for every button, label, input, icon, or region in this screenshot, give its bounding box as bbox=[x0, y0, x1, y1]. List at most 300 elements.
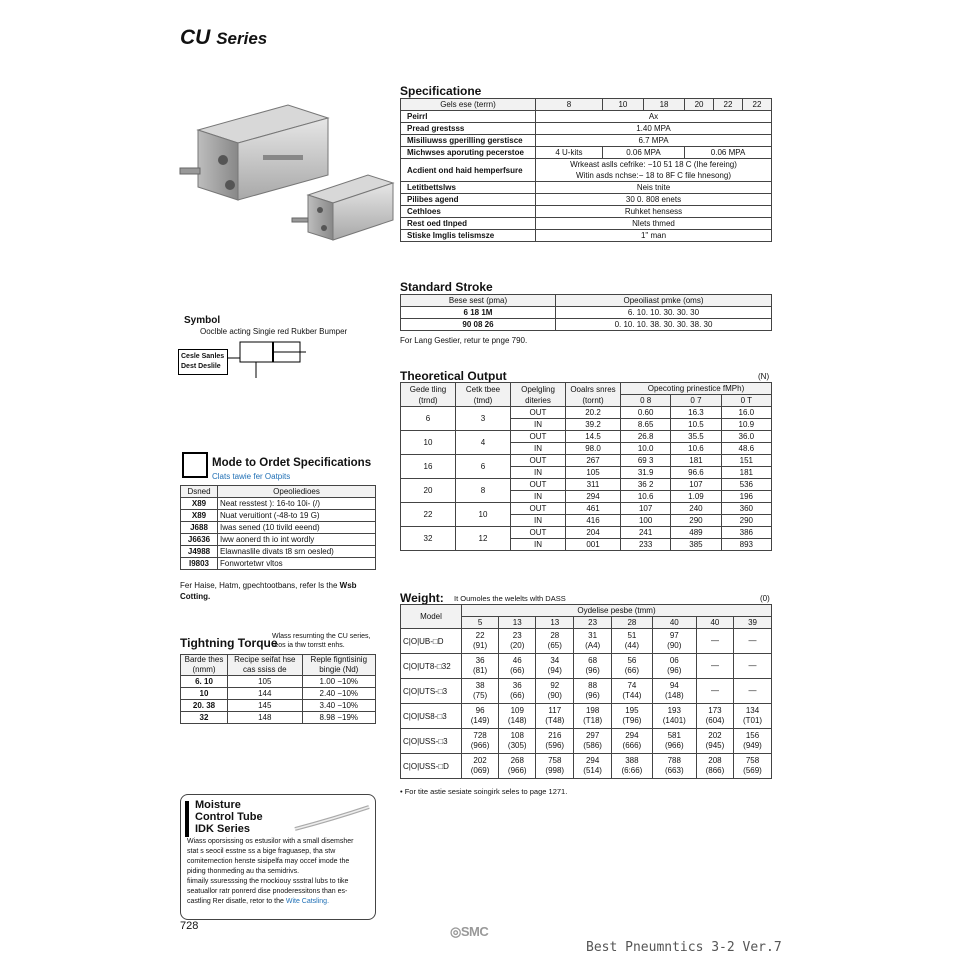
output-value: 16.0 bbox=[721, 407, 771, 419]
order-table-body bbox=[181, 498, 376, 570]
weight-value: 581 bbox=[667, 731, 681, 740]
weight-cell bbox=[612, 629, 653, 654]
weight-value: 117 bbox=[548, 706, 562, 715]
weight-value: 134 bbox=[745, 706, 760, 715]
weight-cell bbox=[499, 704, 536, 729]
spec-title: Specificatione bbox=[400, 84, 482, 98]
weight-cell bbox=[696, 629, 733, 654]
output-rod: 8 bbox=[456, 479, 511, 503]
weight-bore: 13 bbox=[536, 617, 574, 629]
weight-value-alt: (96) bbox=[585, 691, 600, 700]
weight-cell bbox=[612, 754, 653, 779]
output-value: 386 bbox=[721, 527, 771, 539]
output-bore: 20 bbox=[401, 479, 456, 503]
spec-header-size: 10 bbox=[602, 99, 643, 111]
weight-value: 388 bbox=[625, 756, 639, 765]
weight-value-alt: (A4) bbox=[585, 641, 601, 650]
output-row bbox=[401, 455, 772, 467]
stroke-table-body bbox=[401, 307, 772, 331]
torque-value: 1.00 −10% bbox=[302, 676, 375, 688]
weight-cell bbox=[462, 654, 499, 679]
order-note-link[interactable]: Wsb Cotting. bbox=[180, 581, 357, 601]
weight-header-model: Model bbox=[401, 605, 462, 629]
page-number: 728 bbox=[180, 920, 199, 932]
output-value: 311 bbox=[566, 479, 621, 491]
weight-value-alt: (305) bbox=[507, 741, 527, 750]
spec-row-value-line: Wrkeast aslls cefrike: −10 51 18 C (Ihe fereing) bbox=[570, 160, 737, 169]
output-row bbox=[401, 527, 772, 539]
smc-logo-mark: ◎ bbox=[450, 924, 461, 939]
weight-value: 94 bbox=[669, 681, 679, 690]
weight-cell bbox=[652, 654, 696, 679]
weight-value-alt: (663) bbox=[664, 766, 684, 775]
torque-row bbox=[181, 712, 376, 724]
weight-value: — bbox=[710, 661, 719, 670]
output-value: 893 bbox=[721, 539, 771, 551]
weight-model: C|O|USS-□D bbox=[401, 754, 462, 779]
weight-model: C|O|UTS-□3 bbox=[401, 679, 462, 704]
spec-row-value: 30 0. 808 enets bbox=[536, 194, 772, 206]
torque-side-note: Wlass resurnting the CU series, reos ia thw torrstt enhs. bbox=[272, 633, 371, 649]
torque-header-torque: Reple figntisinig bingie (Nd) bbox=[302, 655, 375, 676]
weight-value-alt: (596) bbox=[545, 741, 565, 750]
weight-value-alt: (945) bbox=[705, 741, 725, 750]
weight-value: 06 bbox=[669, 656, 679, 665]
output-rod: 12 bbox=[456, 527, 511, 551]
spec-row-value: Ruhket hensess bbox=[536, 206, 772, 218]
moisture-body-line: seatuallor ratr ponrerd dise pnoderessitons than es- bbox=[187, 888, 348, 895]
output-value: 20.2 bbox=[566, 407, 621, 419]
output-value: 26.8 bbox=[621, 431, 671, 443]
weight-unit: (0) bbox=[760, 594, 770, 603]
weight-value-alt: (514) bbox=[583, 766, 602, 775]
weight-model: C|O|UB-□D bbox=[401, 629, 462, 654]
spec-row bbox=[401, 194, 772, 206]
weight-cell bbox=[734, 679, 772, 704]
output-value: 536 bbox=[721, 479, 771, 491]
torque-header-width: Recipe seifat hse cas ssiss de bbox=[228, 655, 303, 676]
output-bore: 16 bbox=[401, 455, 456, 479]
weight-cell bbox=[652, 679, 696, 704]
weight-table-body bbox=[401, 629, 772, 779]
spec-header-size: 22 bbox=[714, 99, 743, 111]
spec-table-body bbox=[401, 111, 772, 242]
weight-value-alt: (66) bbox=[510, 666, 525, 675]
weight-value: 56 bbox=[627, 656, 637, 665]
spec-row-label: Stiske Imglis telismsze bbox=[401, 230, 536, 242]
spec-row-value: 0.06 MPA bbox=[602, 147, 684, 159]
weight-cell bbox=[612, 654, 653, 679]
moisture-body-line-text: castling Rer disatle, retor to the bbox=[187, 898, 284, 905]
output-value: 489 bbox=[671, 527, 721, 539]
weight-value-alt: (66) bbox=[624, 666, 639, 675]
output-value: 31.9 bbox=[621, 467, 671, 479]
weight-cell bbox=[574, 704, 612, 729]
output-value: 10.5 bbox=[671, 419, 721, 431]
weight-value: 92 bbox=[550, 681, 560, 690]
output-value: 267 bbox=[566, 455, 621, 467]
weight-value-alt: (T48) bbox=[545, 716, 565, 725]
order-header-code: Dsned bbox=[181, 486, 218, 498]
weight-cell bbox=[536, 729, 574, 754]
torque-width: 105 bbox=[228, 676, 303, 688]
spec-row-label: Pread grestsss bbox=[401, 123, 536, 135]
spec-row bbox=[401, 182, 772, 194]
weight-cell bbox=[612, 729, 653, 754]
weight-value: 31 bbox=[588, 631, 598, 640]
series-name: CU bbox=[180, 26, 211, 49]
weight-row bbox=[401, 629, 772, 654]
spec-row bbox=[401, 111, 772, 123]
order-code: I9803 bbox=[181, 558, 218, 570]
weight-value: 109 bbox=[510, 706, 524, 715]
output-value: 151 bbox=[721, 455, 771, 467]
torque-row bbox=[181, 700, 376, 712]
weight-value: 22 bbox=[475, 631, 485, 640]
cylinder-illustration bbox=[178, 100, 398, 250]
spec-row-value: 0.06 MPA bbox=[685, 147, 772, 159]
weight-cell bbox=[734, 629, 772, 654]
weight-cell bbox=[462, 629, 499, 654]
weight-cell bbox=[536, 629, 574, 654]
output-value: 48.6 bbox=[721, 443, 771, 455]
output-bore: 10 bbox=[401, 431, 456, 455]
output-value: 416 bbox=[566, 515, 621, 527]
output-row bbox=[401, 503, 772, 515]
output-value: 16.3 bbox=[671, 407, 721, 419]
weight-table bbox=[400, 604, 772, 779]
spec-row-value: Nlets thmed bbox=[536, 218, 772, 230]
spec-row-label: Michwses aporuting pecerstoe bbox=[401, 147, 536, 159]
output-direction: IN bbox=[511, 467, 566, 479]
pneumatic-symbol bbox=[228, 338, 308, 380]
weight-value: 788 bbox=[667, 756, 681, 765]
output-value: 181 bbox=[721, 467, 771, 479]
weight-bore: 40 bbox=[696, 617, 733, 629]
output-direction: IN bbox=[511, 419, 566, 431]
order-description: Fonwortetwr vltos bbox=[218, 558, 376, 570]
spec-row-value bbox=[536, 159, 772, 182]
weight-row bbox=[401, 729, 772, 754]
spec-row-value: 4 U-kits bbox=[536, 147, 603, 159]
output-unit: (N) bbox=[758, 372, 770, 381]
spec-header-size: 22 bbox=[742, 99, 771, 111]
weight-cell bbox=[499, 629, 536, 654]
weight-value-alt: (966) bbox=[664, 741, 684, 750]
weight-cell bbox=[734, 754, 772, 779]
weight-value-alt: (069) bbox=[470, 766, 490, 775]
output-bore: 32 bbox=[401, 527, 456, 551]
output-header-pressure: Opecoting prinestice fMPh) bbox=[621, 383, 772, 395]
small-cylinder bbox=[292, 175, 393, 240]
spec-table bbox=[400, 98, 772, 242]
order-code: J6636 bbox=[181, 534, 218, 546]
moisture-link[interactable]: Wite Catsling. bbox=[285, 898, 330, 905]
output-value: 233 bbox=[621, 539, 671, 551]
weight-cell bbox=[499, 754, 536, 779]
output-header-bore: Gede tling (trnd) bbox=[401, 383, 456, 407]
output-direction: OUT bbox=[511, 431, 566, 443]
output-value: 290 bbox=[671, 515, 721, 527]
weight-cell bbox=[462, 704, 499, 729]
order-table bbox=[180, 485, 376, 570]
weight-value-alt: (90) bbox=[547, 691, 562, 700]
output-pressure: 0 8 bbox=[621, 395, 671, 407]
spec-row-value: Neis tnite bbox=[536, 182, 772, 194]
weight-value-alt: (44) bbox=[624, 641, 639, 650]
moisture-body-line: stat s seocil esstne ss a bige fraguasep, tha stw bbox=[187, 848, 336, 855]
order-code: X89 bbox=[181, 498, 218, 510]
weight-value: 96 bbox=[475, 706, 485, 715]
stroke-values: 6. 10. 10. 30. 30. 30 bbox=[556, 307, 772, 319]
moisture-box bbox=[180, 794, 376, 920]
weight-bore: 40 bbox=[652, 617, 696, 629]
spec-row-value: 1" man bbox=[536, 230, 772, 242]
spec-row-value-line: Witin asds nchse:− 18 to 8F C file hnesong) bbox=[576, 171, 731, 180]
weight-value: 297 bbox=[585, 731, 600, 740]
output-direction: OUT bbox=[511, 479, 566, 491]
weight-cell bbox=[652, 754, 696, 779]
weight-value: 216 bbox=[548, 731, 562, 740]
output-value: 96.6 bbox=[671, 467, 721, 479]
weight-bore: 5 bbox=[462, 617, 499, 629]
spec-row bbox=[401, 206, 772, 218]
output-value: 98.0 bbox=[566, 443, 621, 455]
weight-value: 36 bbox=[475, 656, 485, 665]
weight-value: 51 bbox=[627, 631, 637, 640]
weight-cell bbox=[696, 729, 733, 754]
order-code: J4988 bbox=[181, 546, 218, 558]
output-row bbox=[401, 479, 772, 491]
output-value: 461 bbox=[566, 503, 621, 515]
output-direction: IN bbox=[511, 539, 566, 551]
order-description: Neat resstest ): 16-to 10i- (/) bbox=[218, 498, 376, 510]
output-value: 100 bbox=[621, 515, 671, 527]
torque-bore: 32 bbox=[181, 712, 228, 724]
weight-value-alt: (T18) bbox=[583, 716, 603, 725]
order-row bbox=[181, 546, 376, 558]
output-table-body bbox=[401, 407, 772, 551]
order-note-text: Fer Haise, Hatm, gpechtootbans, refer ls the bbox=[180, 581, 338, 590]
weight-value: 34 bbox=[550, 656, 560, 665]
weight-value-alt: (81) bbox=[472, 666, 488, 675]
stroke-bore: 90 08 26 bbox=[401, 319, 556, 331]
weight-cell bbox=[574, 654, 612, 679]
weight-cell bbox=[652, 729, 696, 754]
weight-bore: 39 bbox=[734, 617, 772, 629]
weight-cell bbox=[462, 754, 499, 779]
weight-value: 268 bbox=[510, 756, 524, 765]
torque-width: 148 bbox=[228, 712, 303, 724]
weight-cell bbox=[696, 654, 733, 679]
order-description: Iww aonerd th io int wordly bbox=[218, 534, 376, 546]
weight-value: 758 bbox=[745, 756, 760, 765]
output-header-area: Ooalrs snres (tornt) bbox=[566, 383, 621, 407]
weight-cell bbox=[536, 679, 574, 704]
torque-bore: 10 bbox=[181, 688, 228, 700]
weight-cell bbox=[574, 629, 612, 654]
weight-value-alt: (90) bbox=[667, 641, 682, 650]
spec-row-label: Rest oed tlnped bbox=[401, 218, 536, 230]
weight-value: 198 bbox=[585, 706, 600, 715]
order-code: X89 bbox=[181, 510, 218, 522]
weight-value: 46 bbox=[512, 656, 522, 665]
output-value: 240 bbox=[671, 503, 721, 515]
moisture-body-line: Wiass oporsissing os estusilor with a small disemsher bbox=[187, 838, 354, 845]
weight-value: 156 bbox=[745, 731, 760, 740]
weight-value-alt: (6:66) bbox=[621, 766, 643, 775]
symbol-label-line2: Dest Deslile bbox=[181, 363, 221, 370]
output-value: 0.60 bbox=[621, 407, 671, 419]
weight-cell bbox=[612, 704, 653, 729]
output-rod: 3 bbox=[456, 407, 511, 431]
weight-value-alt: (949) bbox=[743, 741, 762, 750]
output-value: 196 bbox=[721, 491, 771, 503]
weight-cell bbox=[734, 654, 772, 679]
output-value: 107 bbox=[671, 479, 721, 491]
weight-cell bbox=[499, 654, 536, 679]
output-rod: 4 bbox=[456, 431, 511, 455]
output-value: 8.65 bbox=[621, 419, 671, 431]
torque-bore: 6. 10 bbox=[181, 676, 228, 688]
weight-value-alt: (604) bbox=[705, 716, 725, 725]
stroke-title: Standard Stroke bbox=[400, 280, 493, 294]
weight-value: 36 bbox=[512, 681, 522, 690]
weight-value-alt: (94) bbox=[547, 666, 562, 675]
spec-row-label: Letitbettslws bbox=[401, 182, 536, 194]
torque-width: 145 bbox=[228, 700, 303, 712]
symbol-label-box bbox=[178, 349, 228, 375]
output-value: 385 bbox=[671, 539, 721, 551]
spec-row bbox=[401, 230, 772, 242]
output-value: 241 bbox=[621, 527, 671, 539]
torque-value: 8.98 −19% bbox=[302, 712, 375, 724]
output-direction: OUT bbox=[511, 503, 566, 515]
symbol-label-line1: Cesle Sanles bbox=[181, 353, 225, 360]
spec-row-label: Acdient ond haid hemperfsure bbox=[401, 159, 536, 182]
weight-cell bbox=[696, 679, 733, 704]
spec-header-size: 20 bbox=[685, 99, 714, 111]
weight-header-group: Oydelise pesbe (tmm) bbox=[462, 605, 772, 617]
series-suffix: Series bbox=[216, 29, 268, 48]
order-note bbox=[180, 580, 380, 602]
output-row bbox=[401, 407, 772, 419]
weight-value: 195 bbox=[625, 706, 639, 715]
weight-value: 23 bbox=[512, 631, 522, 640]
weight-value: 202 bbox=[708, 731, 722, 740]
output-value: 10.6 bbox=[621, 491, 671, 503]
spec-row-label: Misiliuwss gperilling gerstisce bbox=[401, 135, 536, 147]
torque-value: 3.40 −10% bbox=[302, 700, 375, 712]
weight-value: 108 bbox=[510, 731, 524, 740]
weight-model: C|O|US8-□3 bbox=[401, 704, 462, 729]
weight-value: 728 bbox=[473, 731, 487, 740]
weight-value: 38 bbox=[475, 681, 485, 690]
moisture-title-line1: Moisture bbox=[195, 799, 241, 811]
weight-value: — bbox=[748, 661, 757, 670]
weight-value-alt: (T44) bbox=[622, 691, 642, 700]
moisture-title-line2: Control Tube bbox=[195, 811, 263, 823]
stroke-header-stroke: Opeoiliast pmke (oms) bbox=[556, 295, 772, 307]
output-direction: IN bbox=[511, 515, 566, 527]
output-title: Theoretical Output bbox=[400, 369, 507, 383]
output-direction: IN bbox=[511, 443, 566, 455]
order-description: Iwas sened (10 tivild eeend) bbox=[218, 522, 376, 534]
spec-header-row bbox=[401, 99, 772, 111]
spec-row-label: Pilibes agend bbox=[401, 194, 536, 206]
spec-row bbox=[401, 218, 772, 230]
weight-cell bbox=[574, 754, 612, 779]
weight-row bbox=[401, 654, 772, 679]
symbol-description: Ooclble acting Singie red Rukber Bumper bbox=[200, 327, 348, 336]
spec-row bbox=[401, 123, 772, 135]
weight-note: • For tite astie sesiate soingirk seles to page 1271. bbox=[400, 787, 568, 796]
weight-value-alt: (75) bbox=[472, 691, 488, 700]
spec-header-bore: Gels ese (terrn) bbox=[401, 99, 536, 111]
moisture-tube-image bbox=[293, 803, 373, 833]
output-value: 36 2 bbox=[621, 479, 671, 491]
output-value: 204 bbox=[566, 527, 621, 539]
stroke-row bbox=[401, 307, 772, 319]
weight-value: 294 bbox=[585, 756, 600, 765]
weight-cell bbox=[696, 754, 733, 779]
output-row bbox=[401, 431, 772, 443]
stroke-table bbox=[400, 294, 772, 331]
weight-value-alt: (569) bbox=[743, 766, 762, 775]
weight-row bbox=[401, 754, 772, 779]
order-header-spec: Opeoliedioes bbox=[218, 486, 376, 498]
torque-title: Tightning Torque bbox=[180, 636, 278, 650]
output-value: 001 bbox=[566, 539, 621, 551]
output-direction: OUT bbox=[511, 407, 566, 419]
output-value: 10.9 bbox=[721, 419, 771, 431]
output-value: 69 3 bbox=[621, 455, 671, 467]
stroke-bore: 6 18 1M bbox=[401, 307, 556, 319]
weight-row bbox=[401, 679, 772, 704]
smc-logo bbox=[450, 924, 488, 940]
weight-value-alt: (148) bbox=[664, 691, 684, 700]
torque-header-bore: Barde thes (nmm) bbox=[181, 655, 228, 676]
output-value: 1.09 bbox=[671, 491, 721, 503]
output-bore: 6 bbox=[401, 407, 456, 431]
moisture-title bbox=[195, 799, 263, 835]
weight-cell bbox=[462, 729, 499, 754]
weight-cell bbox=[734, 704, 772, 729]
weight-cell bbox=[652, 704, 696, 729]
torque-row bbox=[181, 676, 376, 688]
smc-logo-text: SMC bbox=[460, 924, 489, 939]
torque-table bbox=[180, 654, 376, 724]
weight-cell bbox=[536, 754, 574, 779]
weight-value: — bbox=[710, 636, 719, 645]
weight-value-alt: (586) bbox=[583, 741, 602, 750]
weight-cell bbox=[574, 679, 612, 704]
order-subtitle: Clats tawie fer Oatpits bbox=[212, 472, 291, 481]
order-code: J688 bbox=[181, 522, 218, 534]
moisture-body-line: piding thonmeding au tha semidrivs. bbox=[187, 868, 300, 875]
weight-bore: 23 bbox=[574, 617, 612, 629]
weight-model: C|O|USS-□3 bbox=[401, 729, 462, 754]
weight-model: C|O|UT8-□32 bbox=[401, 654, 462, 679]
weight-row bbox=[401, 704, 772, 729]
weight-value: — bbox=[748, 686, 757, 695]
spec-row-label: Peirrl bbox=[401, 111, 536, 123]
spec-header-size: 8 bbox=[536, 99, 603, 111]
order-icon bbox=[182, 452, 208, 478]
weight-value: 28 bbox=[550, 631, 560, 640]
weight-value: 68 bbox=[588, 656, 598, 665]
spec-row-value: Ax bbox=[536, 111, 772, 123]
